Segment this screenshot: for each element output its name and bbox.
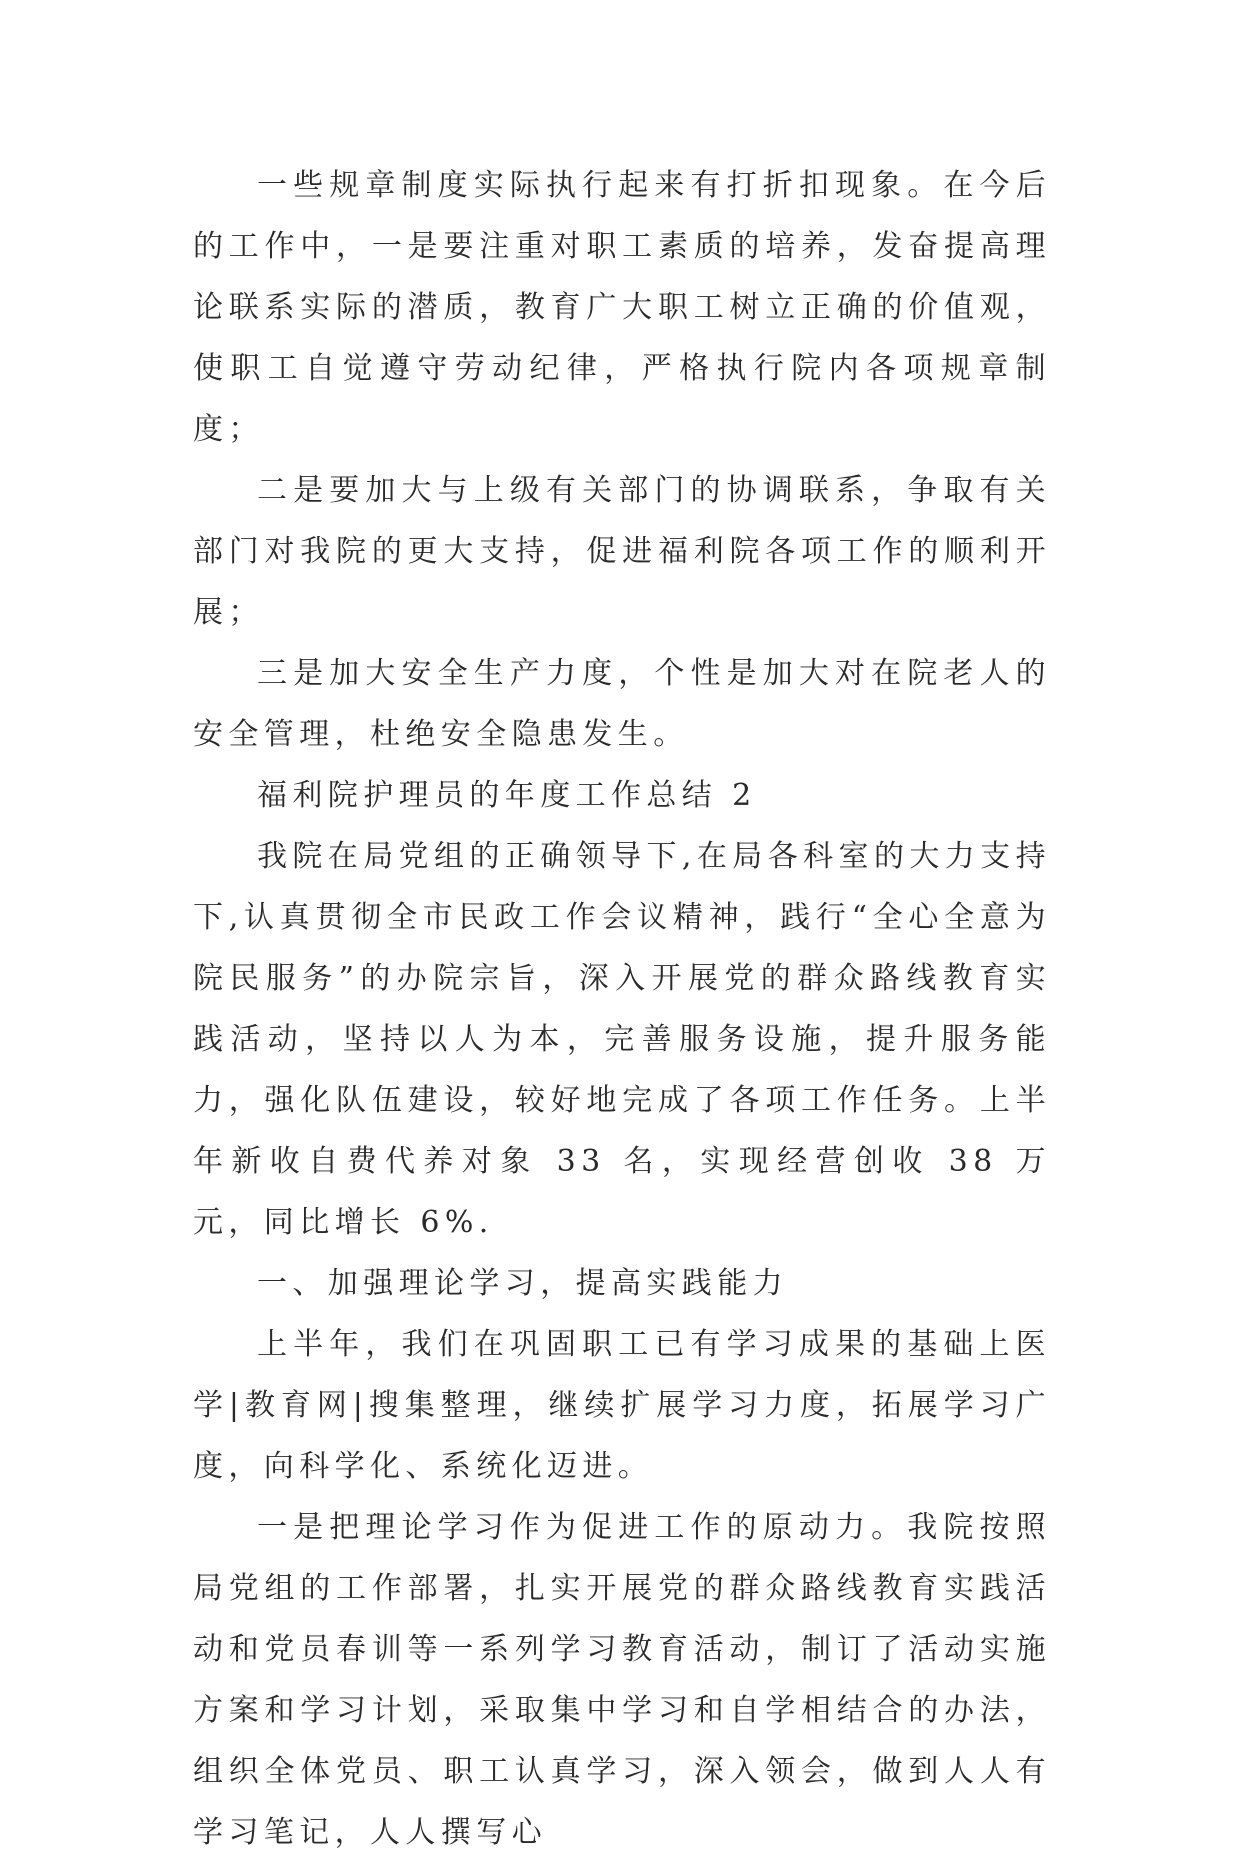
document-body [193,155,1051,1863]
paragraph: 上半年，我们在巩固职工已有学习成果的基础上医学|教育网|搜集整理，继续扩展学习力度，拓展学习广度，向科学化、系统化迈进。 [193,1327,1051,1484]
section-heading: 一、加强理论学习，提高实践能力 [257,1266,788,1301]
section-title: 福利院护理员的年度工作总结 2 [257,778,757,813]
paragraph: 一些规章制度实际执行起来有打折扣现象。在今后的工作中，一是要注重对职工素质的培养，发奋提高理论联系实际的潜质，教育广大职工树立正确的价值观，使职工自觉遵守劳动纪律，严格执行院内各项规章制度； [193,168,1051,447]
paragraph: 二是要加大与上级有关部门的协调联系，争取有关部门对我院的更大支持，促进福利院各项工作的顺利开展； [193,473,1051,630]
paragraph: 三是加大安全生产力度，个性是加大对在院老人的安全管理，杜绝安全隐患发生。 [193,656,1051,752]
paragraph: 我院在局党组的正确领导下,在局各科室的大力支持下,认真贯彻全市民政工作会议精神，践行“全心全意为院民服务”的办院宗旨，深入开展党的群众路线教育实践活动，坚持以人为本，完善服务设施，提升服务能力，强化队伍建设，较好地完成了各项工作任务。上半年新收自费代养对象 33 名，实现经营创收 38 万元，同比增长 6%. [193,839,1051,1240]
paragraph: 一是把理论学习作为促进工作的原动力。我院按照局党组的工作部署，扎实开展党的群众路线教育实践活动和党员春训等一系列学习教育活动，制订了活动实施方案和学习计划，采取集中学习和自学相结合的办法，组织全体党员、职工认真学习，深入领会，做到人人有学习笔记，人人撰写心 [193,1510,1051,1850]
